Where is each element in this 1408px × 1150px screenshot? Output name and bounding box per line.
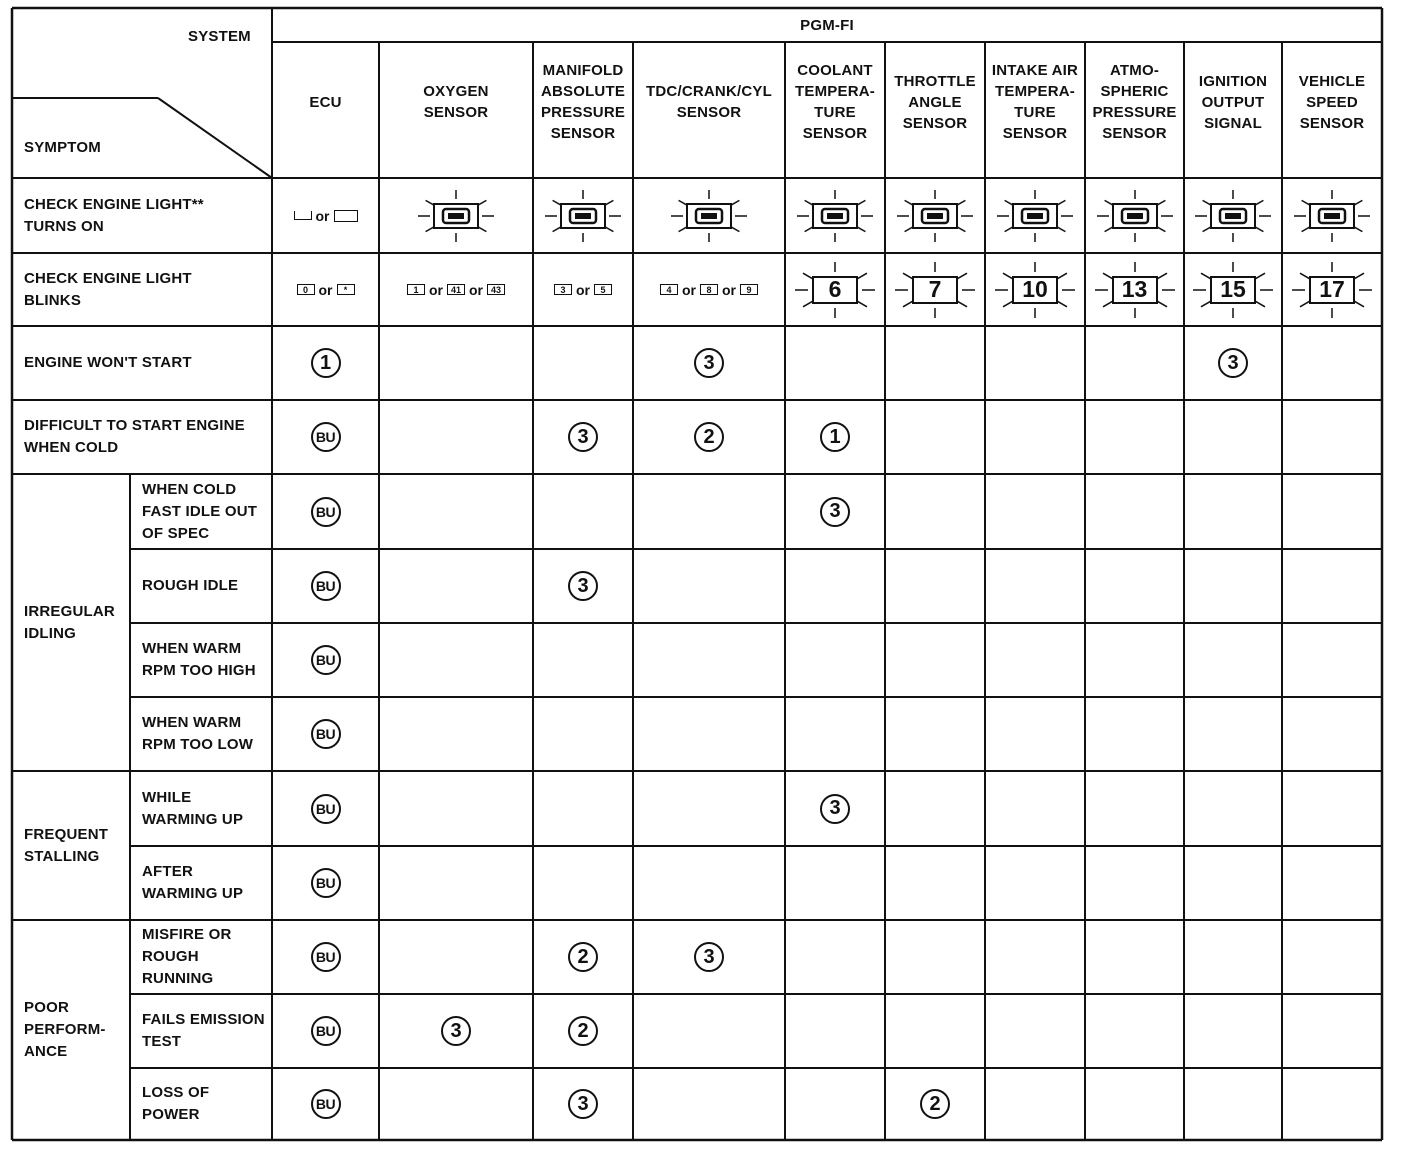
row-3-cell-0 [272,549,379,623]
or-text: or [315,207,330,224]
column-header-line: SENSOR [1102,125,1167,142]
column-header-line: INTAKE AIR [991,62,1079,79]
pgm-fi-header [272,8,1382,42]
priority-circle: 2 [920,1089,950,1119]
row-1-cell-0 [272,400,379,474]
row-label: ROUGH IDLE [142,577,239,594]
row-label-5 [130,697,272,771]
blink-cell-6 [985,253,1085,326]
blink-cell-2 [533,253,633,326]
priority-circle: BU [311,719,341,749]
column-header-line: PRESSURE [1092,104,1177,121]
or-text: or [469,281,483,298]
row-label: WHEN WARM RPM TOO LOW [142,714,254,753]
blink-cell-1 [379,253,533,326]
priority-circle: BU [311,497,341,527]
row-6-cell-4 [785,771,885,846]
light-on-cell-2 [533,178,633,253]
blink-label-2: BLINKS [24,291,82,309]
light-on-cell-4 [785,178,885,253]
column-header-line: TEMPERA- [795,83,875,100]
priority-circle: BU [311,794,341,824]
column-header-line: IGNITION [1198,72,1268,90]
group-label-irregular [12,474,130,771]
column-header-line: TEMPERA- [995,83,1075,100]
column-header-line: PRESSURE [540,104,626,121]
priority-circle: BU [311,1016,341,1046]
priority-circle: BU [311,942,341,972]
blink-cell-0 [272,253,379,326]
priority-circle: 2 [568,942,598,972]
blink-cell-8 [1184,253,1282,326]
row-label-2 [130,474,272,549]
column-header-2 [535,42,631,162]
row-label: WHEN WARM RPM TOO HIGH [142,640,256,679]
priority-circle: 3 [694,348,724,378]
light-on-label-cell [12,178,272,253]
row-label: ENGINE WON'T START [24,354,192,371]
row-0-cell-8 [1184,326,1282,400]
row-8-cell-3 [633,920,785,994]
column-header-line: OXYGEN [423,83,489,100]
or-text: or [429,281,443,298]
column-header-line: SENSOR [1002,125,1068,142]
group-label-poor [12,920,130,1140]
symptom-label: SYMPTOM [24,139,101,156]
column-header-line: ABSOLUTE [540,83,626,100]
row-label: DIFFICULT TO START ENGINE WHEN COLD [24,417,245,456]
column-header-0 [274,42,377,162]
column-header-line: COOLANT [797,62,873,79]
engine-light-icon [1287,188,1377,244]
column-header-line: OUTPUT [1201,93,1265,111]
light-on-cell-9 [1282,178,1382,253]
or-text: or [722,281,736,298]
row-9-cell-2 [533,994,633,1068]
row-2-cell-4 [785,474,885,549]
blink-code-box: 1 [407,284,425,295]
blink-code-box: 0 [297,284,315,295]
priority-circle: 1 [311,348,341,378]
light-on-cell-8 [1184,178,1282,253]
blink-cell-5 [885,253,985,326]
dashed-light-icon [294,211,312,220]
column-header-line: ECU [309,93,342,111]
column-header-line: SENSOR [423,104,489,121]
blink-code-holder [790,260,880,320]
column-header-5 [887,42,983,162]
or-text: or [576,281,590,298]
row-3-cell-2 [533,549,633,623]
engine-light-icon [1188,188,1278,244]
group-label-stalling [12,771,130,920]
blink-code-box: 13 [1112,276,1158,304]
or-text: or [682,281,696,298]
engine-light-icon [538,188,628,244]
row-10-cell-5 [885,1068,985,1140]
row-2-cell-0 [272,474,379,549]
diag-part [158,98,272,178]
row-7-cell-0 [272,846,379,920]
blink-cell-3 [633,253,785,326]
column-header-line: THROTTLE [894,72,976,90]
column-header-line: SENSOR [902,114,968,132]
engine-light-icon [790,188,880,244]
group-label: POOR PERFORM- ANCE [24,999,106,1060]
blink-code-holder [1188,260,1278,320]
row-9-cell-0 [272,994,379,1068]
row-1-cell-4 [785,400,885,474]
priority-circle: 2 [694,422,724,452]
column-header-line: SENSOR [676,104,742,121]
light-on-cell-5 [885,178,985,253]
row-label: WHILE WARMING UP [142,788,244,828]
priority-circle: 3 [568,571,598,601]
row-8-cell-0 [272,920,379,994]
group-label: IRREGULAR IDLING [24,602,115,642]
column-header-6 [987,42,1083,162]
blink-code-box: 6 [812,276,858,304]
priority-circle: BU [311,1089,341,1119]
priority-circle: 3 [1218,348,1248,378]
row-9-cell-1 [379,994,533,1068]
or-text: or [318,281,333,298]
row-1-cell-3 [633,400,785,474]
column-header-line: ATMO- [1109,62,1160,79]
row-1-cell-2 [533,400,633,474]
priority-circle: 2 [568,1016,598,1046]
column-header-7 [1087,42,1182,162]
system-label: SYSTEM [188,28,251,45]
dashed-light-icon [334,210,358,222]
row-label: MISFIRE OR ROUGH RUNNING [142,926,232,987]
blink-code-box: 17 [1309,276,1355,304]
column-header-line: SENSOR [550,125,616,142]
row-5-cell-0 [272,697,379,771]
row-label-10 [130,1068,272,1140]
column-header-line: TURE [814,104,856,121]
blink-code-box: 8 [700,284,718,295]
row-label-4 [130,623,272,697]
column-header-4 [787,42,883,162]
column-header-line: SENSOR [802,125,868,142]
row-label-7 [130,846,272,920]
column-header-8 [1186,42,1280,162]
priority-circle: BU [311,645,341,675]
row-8-cell-2 [533,920,633,994]
column-header-line: ANGLE [908,93,962,111]
row-label-9 [130,994,272,1068]
priority-circle: BU [311,422,341,452]
blink-code-box: 4 [660,284,678,295]
blink-cell-9 [1282,253,1382,326]
engine-light-icon [1090,188,1180,244]
column-header-9 [1284,42,1380,162]
blink-cell-7 [1085,253,1184,326]
engine-light-icon [664,188,754,244]
column-header-line: TDC/CRANK/CYL [646,83,772,100]
blink-code-box: 5 [594,284,612,295]
priority-circle: 3 [820,794,850,824]
column-header-3 [635,42,783,162]
blink-code-holder [1287,260,1377,320]
column-header-line: SENSOR [1299,114,1365,132]
column-header-1 [381,42,531,162]
column-header-line: VEHICLE [1298,72,1366,90]
column-header-line: TURE [1014,104,1056,121]
light-on-cell-7 [1085,178,1184,253]
engine-light-icon [411,188,501,244]
row-10-cell-2 [533,1068,633,1140]
priority-circle: BU [311,571,341,601]
row-label: LOSS OF POWER [142,1084,210,1123]
column-header-line: MANIFOLD [542,62,624,79]
blink-code-holder [990,260,1080,320]
blink-code-box: 7 [912,276,958,304]
light-on-label-2: TURNS ON [24,217,104,235]
group-label: FREQUENT STALLING [24,825,109,865]
priority-circle: 3 [820,497,850,527]
blink-code-box: 10 [1012,276,1058,304]
row-6-cell-0 [272,771,379,846]
light-on-cell-3 [633,178,785,253]
blink-cell-4 [785,253,885,326]
blink-code-holder [1090,260,1180,320]
priority-circle: 3 [568,422,598,452]
blink-label-cell [12,253,272,326]
row-4-cell-0 [272,623,379,697]
row-label-3 [130,549,272,623]
column-header-line: SPHERIC [1100,83,1169,100]
light-on-cell-1 [379,178,533,253]
row-label: WHEN COLD FAST IDLE OUT OF SPEC [142,480,258,542]
column-header-line: SIGNAL [1204,114,1262,132]
row-label-8 [130,920,272,994]
column-header-line: SPEED [1306,93,1358,111]
row-label-6 [130,771,272,846]
priority-circle: BU [311,868,341,898]
symptom-label-cell [12,130,132,166]
blink-label-1: CHECK ENGINE LIGHT [24,269,192,287]
blink-code-box: 9 [740,284,758,295]
blink-code-box: 41 [447,284,465,295]
priority-circle: 3 [694,942,724,972]
priority-circle: 3 [441,1016,471,1046]
row-10-cell-0 [272,1068,379,1140]
ecu-light-on [272,178,379,253]
blink-code-holder [890,260,980,320]
row-label: FAILS EMISSION TEST [142,1011,265,1050]
system-label-cell [180,22,272,52]
blink-code-box: 3 [554,284,572,295]
row-0-cell-0 [272,326,379,400]
engine-light-icon [990,188,1080,244]
blink-code-box: * [337,284,355,295]
row-label-0 [12,326,272,400]
row-label-1 [12,400,272,474]
pgm-fi-label: PGM-FI [800,16,854,34]
light-on-cell-6 [985,178,1085,253]
blink-code-box: 43 [487,284,505,295]
row-0-cell-3 [633,326,785,400]
priority-circle: 3 [568,1089,598,1119]
blink-code-box: 15 [1210,276,1256,304]
engine-light-icon [890,188,980,244]
light-on-label-1: CHECK ENGINE LIGHT** [24,195,204,213]
priority-circle: 1 [820,422,850,452]
row-label: AFTER WARMING UP [142,863,244,902]
